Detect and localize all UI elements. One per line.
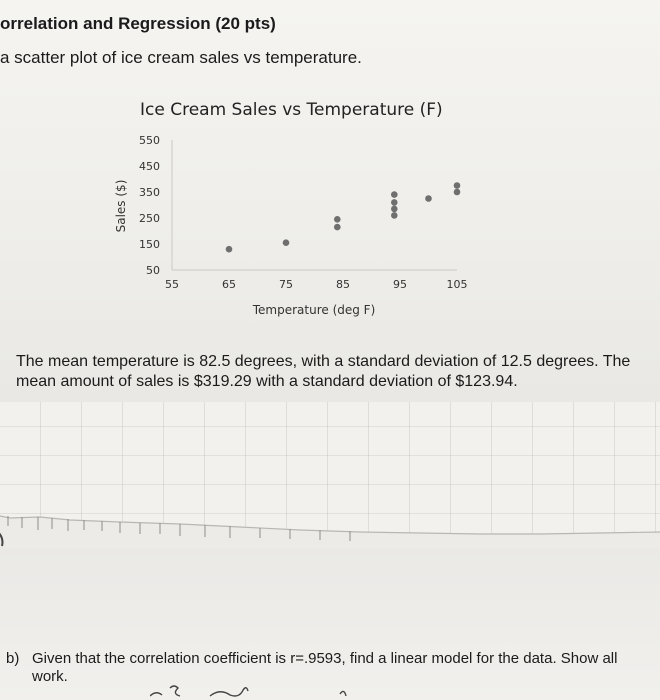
stats-paragraph: The mean temperature is 82.5 degrees, with a standard deviation of 12.5 degrees. The mean amount of sales is $319.29 with a standard deviation of $123.94. <box>16 353 631 390</box>
question-text: Given that the correlation coefficient is r=.9593, find a linear model for the data. Show all work. <box>32 650 618 685</box>
question-label: b) <box>6 650 20 667</box>
data-point <box>425 195 432 202</box>
data-point <box>334 216 341 223</box>
x-tick-label: 75 <box>279 278 293 291</box>
data-point <box>226 246 233 253</box>
data-point <box>391 212 398 219</box>
y-tick-label: 350 <box>139 186 160 199</box>
data-point <box>391 199 398 206</box>
section-title: orrelation and Regression (20 pts) <box>0 14 276 33</box>
data-point <box>454 189 461 196</box>
data-point <box>391 191 398 198</box>
y-tick-label: 50 <box>146 264 160 277</box>
chart-title: Ice Cream Sales vs Temperature (F) <box>140 100 443 120</box>
torn-paper-edge <box>0 508 660 548</box>
data-point <box>454 182 461 189</box>
data-point <box>334 224 341 231</box>
y-axis-label: Sales ($) <box>114 179 128 233</box>
data-point <box>283 239 290 246</box>
x-tick-label: 85 <box>336 278 350 291</box>
x-axis-label: Temperature (deg F) <box>252 303 376 317</box>
data-point <box>391 206 398 213</box>
data-points <box>226 155 490 253</box>
prompt-text: a scatter plot of ice cream sales vs temperature. <box>0 48 362 67</box>
x-tick-label: 105 <box>446 278 468 291</box>
scatter-chart <box>110 94 490 334</box>
y-tick-labels <box>139 134 160 277</box>
handwriting-scribble <box>150 682 410 700</box>
x-tick-label: 95 <box>393 278 407 291</box>
y-tick-label: 150 <box>139 238 160 251</box>
y-tick-label: 250 <box>139 212 160 225</box>
x-tick-label: 65 <box>222 278 236 291</box>
y-tick-label: 450 <box>139 160 160 173</box>
x-tick-labels <box>165 278 468 291</box>
y-tick-label: 550 <box>139 134 160 147</box>
x-tick-label: 55 <box>165 278 179 291</box>
